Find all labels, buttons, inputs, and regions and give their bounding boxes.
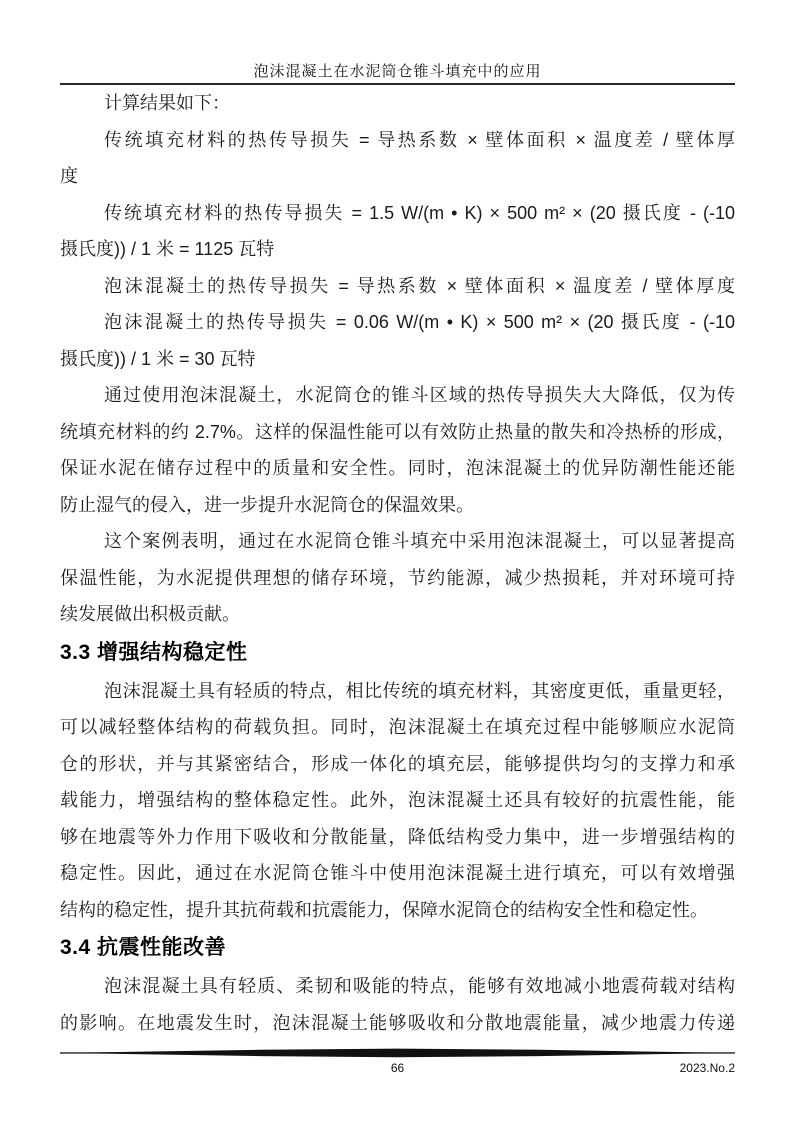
page-footer xyxy=(60,1048,735,1076)
footer-text-row xyxy=(60,1060,735,1076)
paragraph-case-summary xyxy=(60,523,735,633)
page-body xyxy=(60,85,735,1041)
section-heading-3-3: 3.3 增强结构稳定性 xyxy=(60,640,248,664)
text-line: 保温性能，为水泥提供理想的储存环境，节约能源，减少热损耗，并对环境可持 xyxy=(60,567,735,588)
footer-divider-ornament xyxy=(60,1048,735,1058)
text-line: 泡沫混凝土具有轻质、柔韧和吸能的特点，能够有效地减小地震荷载对结构 xyxy=(104,976,735,996)
text-line: 仓的形状，并与其紧密结合，形成一体化的填充层，能够提供均匀的支撑力和承 xyxy=(60,753,735,774)
text-line: 统填充材料的约 2.7%。这样的保温性能可以有效防止热量的散失和冷热桥的形成， xyxy=(60,421,735,442)
page-header xyxy=(60,0,735,85)
text-line: 防止湿气的侵入，进一步提升水泥筒仓的保温效果。 xyxy=(60,494,474,515)
text-line: 计算结果如下： xyxy=(104,93,230,113)
text-line: 载能力，增强结构的整体稳定性。此外，泡沫混凝土还具有较好的抗震性能，能 xyxy=(60,790,735,810)
text-line: 度 xyxy=(60,166,78,186)
text-line: 稳定性。因此，通过在水泥筒仓锥斗中使用泡沫混凝土进行填充，可以有效增强 xyxy=(60,863,735,883)
text-line: 摄氏度)) / 1 米 = 1125 瓦特 xyxy=(60,239,275,259)
text-line: 泡沫混凝土具有轻质的特点，相比传统的填充材料，其密度更低，重量更轻， xyxy=(104,680,735,701)
text-line: 够在地震等外力作用下吸收和分散能量，降低结构受力集中，进一步增强结构的 xyxy=(60,826,735,847)
issue-label: 2023.No.2 xyxy=(679,1061,735,1075)
text-line: 保证水泥在储存过程中的质量和安全性。同时，泡沫混凝土的优异防潮性能还能 xyxy=(60,458,735,478)
text-line: 结构的稳定性，提升其抗荷载和抗震能力，保障水泥筒仓的结构安全性和稳定性。 xyxy=(60,899,708,920)
text-line: 可以减轻整体结构的荷载负担。同时，泡沫混凝土在填充过程中能够顺应水泥筒 xyxy=(60,717,735,737)
text-line: 传统填充材料的热传导损失 = 导热系数 × 壁体面积 × 温度差 / 壁体厚 xyxy=(104,129,735,150)
text-line: 泡沫混凝土的热传导损失 = 导热系数 × 壁体面积 × 温度差 / 壁体厚度 xyxy=(104,275,735,296)
paragraph-eq-traditional-values xyxy=(60,195,735,268)
text-line: 摄氏度)) / 1 米 = 30 瓦特 xyxy=(60,348,256,369)
paragraph-calc-intro xyxy=(60,85,735,122)
running-head-title: 泡沫混凝土在水泥筒仓锥斗填充中的应用 xyxy=(253,63,542,80)
text-line: 传统填充材料的热传导损失 = 1.5 W/(m • K) × 500 m² × (20 摄氏度 - (-10 xyxy=(104,202,735,223)
text-line: 续发展做出积极贡献。 xyxy=(60,604,240,624)
text-line: 泡沫混凝土的热传导损失 = 0.06 W/(m • K) × 500 m² × (20 摄氏度 - (-10 xyxy=(104,312,735,332)
text-line: 通过使用泡沫混凝土，水泥筒仓的锥斗区域的热传导损失大大降低，仅为传 xyxy=(104,385,735,405)
paragraph-eq-traditional-formula xyxy=(60,122,735,195)
paragraph-eq-foam-values xyxy=(60,304,735,377)
text-line: 这个案例表明，通过在水泥筒仓锥斗填充中采用泡沫混凝土，可以显著提高 xyxy=(104,531,735,551)
paragraph-seismic-improvement xyxy=(60,968,735,1041)
paragraph-eq-foam-formula xyxy=(60,268,735,305)
paragraph-insulation-result xyxy=(60,377,735,523)
paragraph-structural-stability xyxy=(60,673,735,929)
section-heading-3-4: 3.4 抗震性能改善 xyxy=(60,936,227,959)
page-number: 66 xyxy=(390,1061,405,1075)
text-line: 的影响。在地震发生时，泡沫混凝土能够吸收和分散地震能量，减少地震力传递 xyxy=(60,1012,735,1033)
